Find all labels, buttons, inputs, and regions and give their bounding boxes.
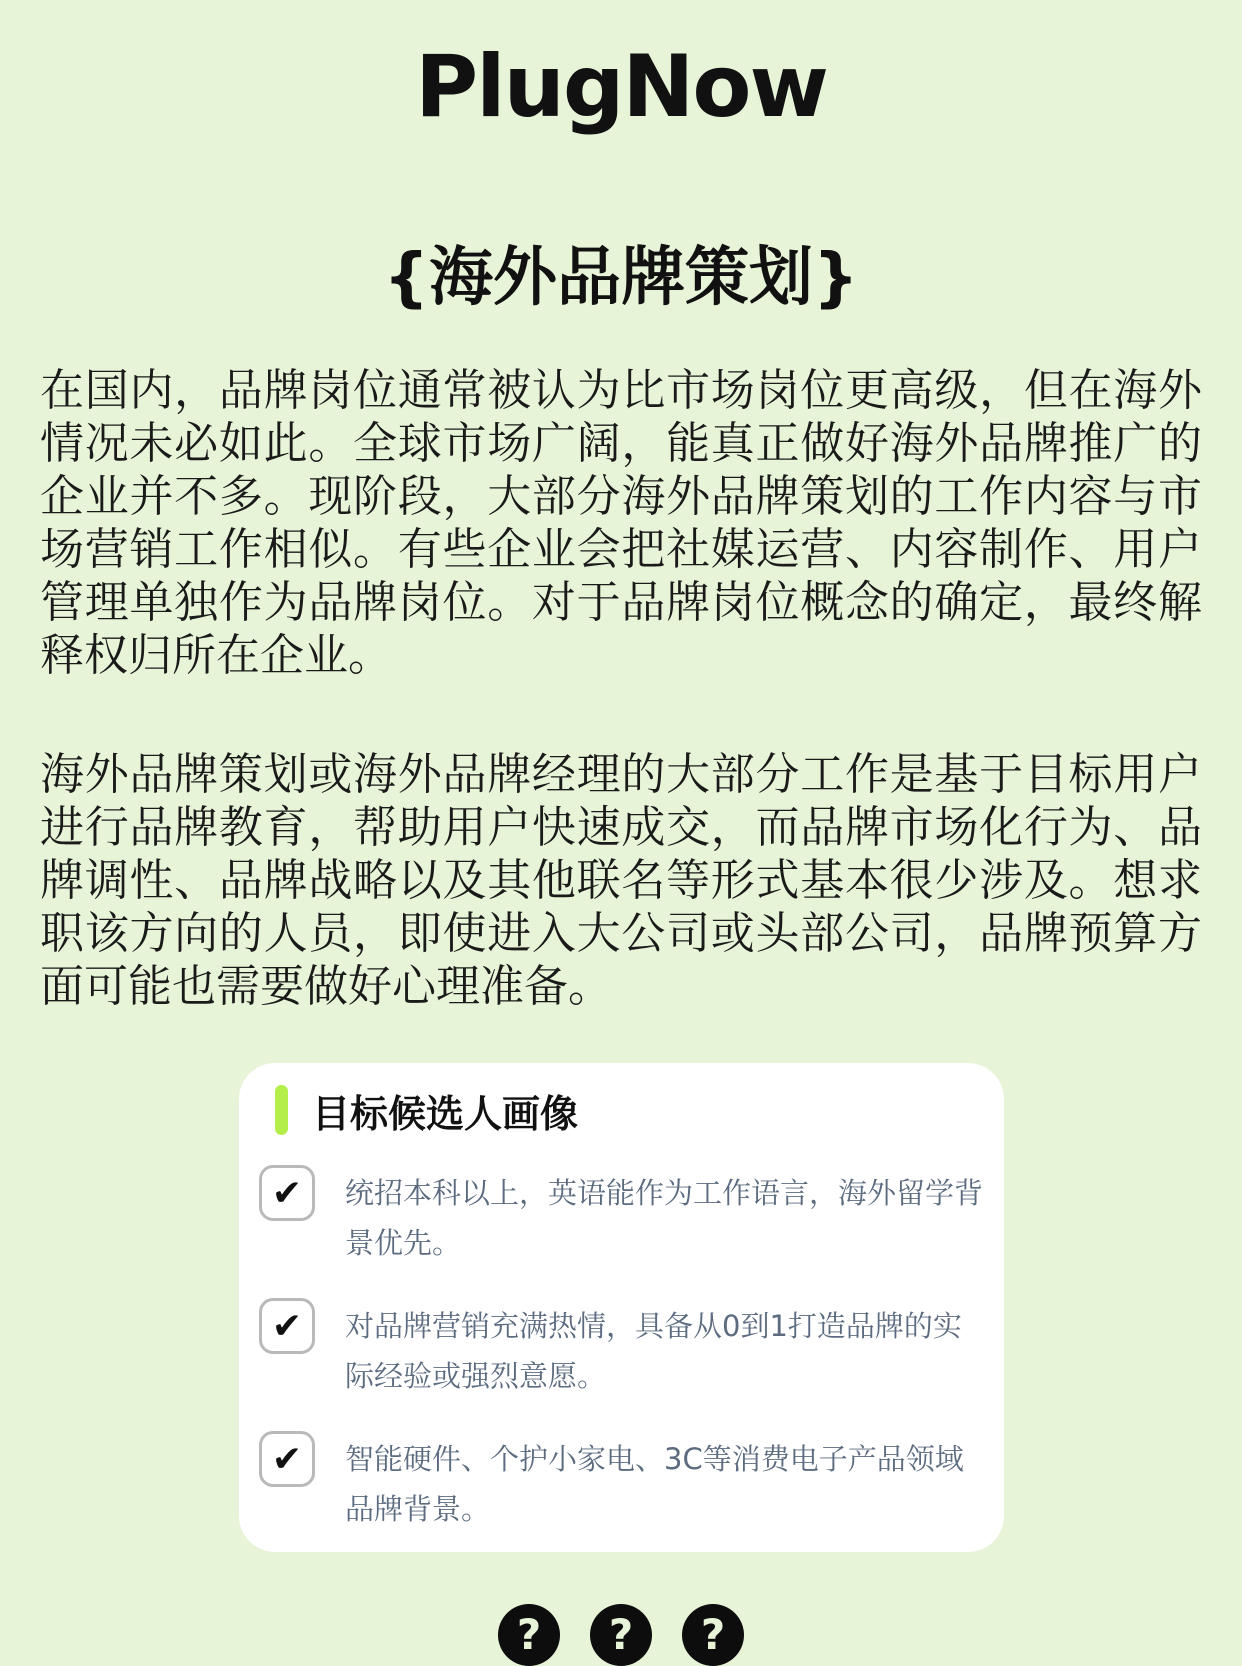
card-title: 目标候选人画像 [312, 1091, 579, 1136]
detail-paragraph: 海外品牌策划或海外品牌经理的大部分工作是基于目标用户进行品牌教育，帮助用户快速成交，而品牌市场化行为、品牌调性、品牌战略以及其他联名等形式基本很少涉及。想求职该方向的人员，即使进入大公司或头部公司，品牌预算方面可能也需要做好心理准备。 [40, 749, 1202, 1012]
candidate-checklist [259, 1165, 984, 1534]
checklist-item-text: 统招本科以上，英语能作为工作语言，海外留学背景优先。 [345, 1176, 984, 1260]
checklist-item [259, 1165, 984, 1268]
footer-question-icons [0, 1604, 1242, 1666]
checklist-item [259, 1431, 984, 1534]
checkbox-checked-icon[interactable]: ✔ [259, 1165, 315, 1221]
question-mark-icon: ? [498, 1604, 560, 1666]
candidate-profile-card [239, 1063, 1004, 1552]
checkbox-checked-icon[interactable]: ✔ [259, 1298, 315, 1354]
question-mark-icon: ? [590, 1604, 652, 1666]
checkbox-checked-icon[interactable]: ✔ [259, 1431, 315, 1487]
checklist-item [259, 1298, 984, 1401]
checklist-item-text: 对品牌营销充满热情，具备从0到1打造品牌的实际经验或强烈意愿。 [345, 1309, 962, 1393]
question-mark-icon: ? [682, 1604, 744, 1666]
intro-paragraph: 在国内，品牌岗位通常被认为比市场岗位更高级，但在海外情况未必如此。全球市场广阔，能真正做好海外品牌推广的企业并不多。现阶段，大部分海外品牌策划的工作内容与市场营销工作相似。有些企业会把社媒运营、内容制作、用户管理单独作为品牌岗位。对于品牌岗位概念的确定，最终解释权归所在企业。 [40, 365, 1202, 681]
accent-bar [275, 1085, 288, 1135]
card-header [259, 1085, 984, 1135]
brand-logo: PlugNow [415, 37, 827, 137]
checklist-item-text: 智能硬件、个护小家电、3C等消费电子产品领域品牌背景。 [345, 1442, 964, 1526]
post-title: {海外品牌策划} [383, 241, 859, 315]
